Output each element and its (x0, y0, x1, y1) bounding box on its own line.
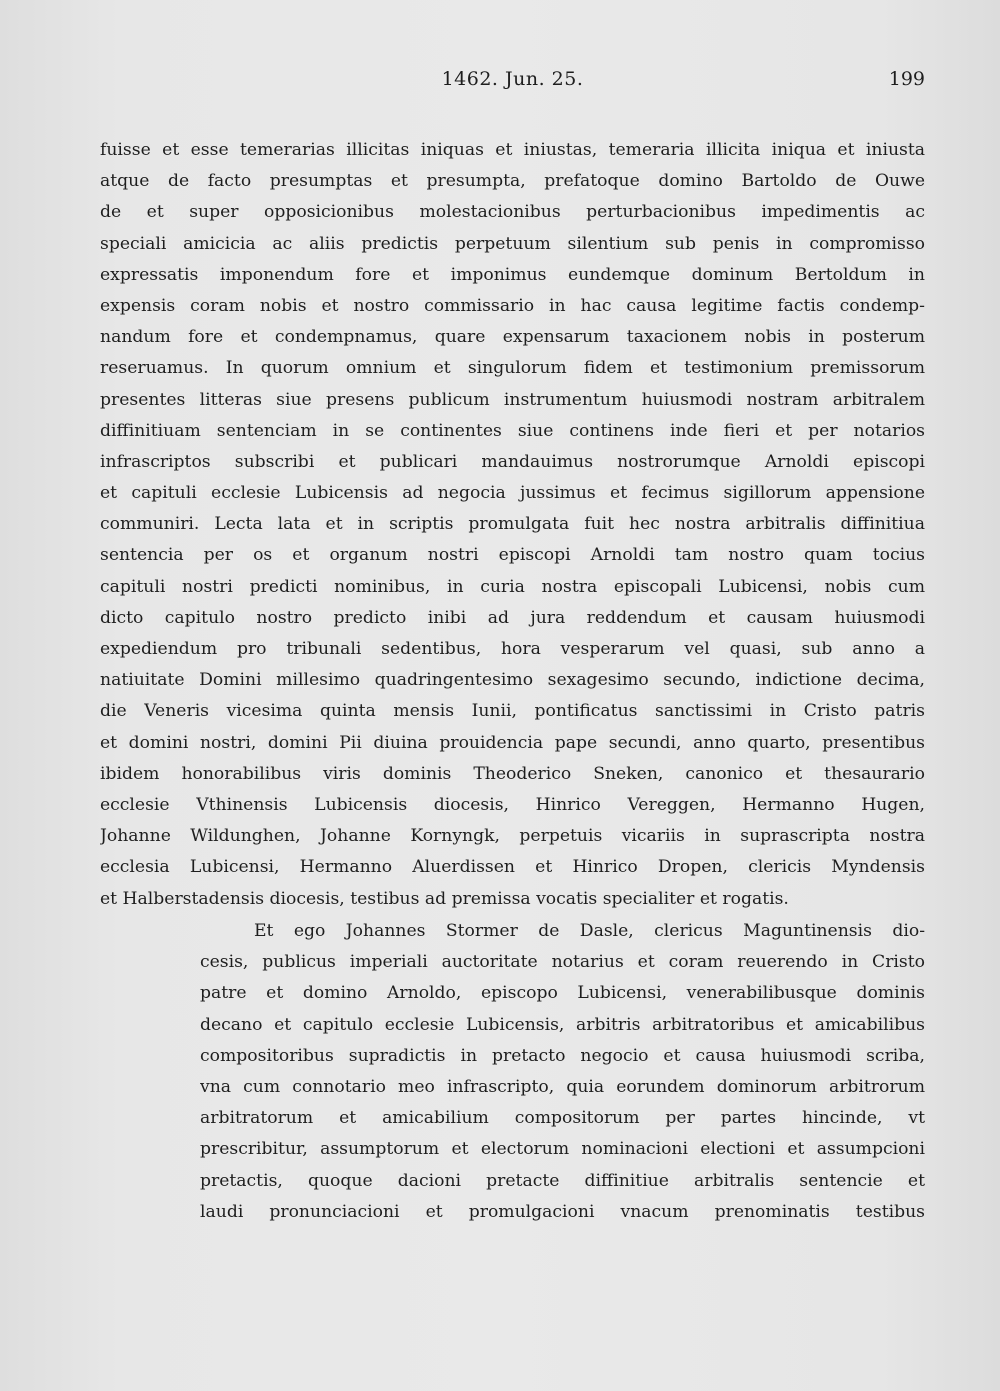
text-line: speciali amicicia ac aliis predictis perpetuum silentium sub penis in compromisso (100, 233, 925, 254)
text-line: diffinitiuam sentenciam in se continentes siue continens inde fieri et per notarios (100, 420, 925, 441)
text-line: expensis coram nobis et nostro commissario in hac causa legitime factis condemp- (100, 295, 925, 316)
text-line: presentes litteras siue presens publicum instrumentum huiusmodi nostram arbitralem (100, 389, 925, 410)
main-text-block (100, 135, 925, 915)
text-line: Et ego Johannes Stormer de Dasle, clericus Maguntinensis dio- (254, 921, 925, 941)
text-line: cesis, publicus imperiali auctoritate notarius et coram reuerendo in Cristo (200, 952, 925, 973)
text-line: de et super opposicionibus molestacionibus perturbacionibus impedimentis ac (100, 202, 925, 223)
text-line: ecclesia Lubicensi, Hermanno Aluerdissen et Hinrico Dropen, clericis Myndensis (100, 857, 925, 878)
page-number: 199 (888, 68, 925, 90)
text-line: ecclesie Vthinensis Lubicensis diocesis, Hinrico Vereggen, Hermanno Hugen, (100, 794, 925, 815)
text-line: atque de facto presumptas et presumpta, prefatoque domino Bartoldo de Ouwe (100, 171, 925, 192)
text-line: infrascriptos subscribi et publicari mandauimus nostrorumque Arnoldi episcopi (100, 451, 925, 472)
text-line: arbitratorum et amicabilium compositorum per partes hincinde, vt (200, 1108, 925, 1129)
running-head: 1462. Jun. 25. (441, 68, 584, 90)
text-line: et capituli ecclesie Lubicensis ad negocia jussimus et fecimus sigillorum appensione (100, 483, 925, 504)
text-line: et Halberstadensis diocesis, testibus ad premissa vocatis specialiter et rogatis. (100, 888, 789, 909)
text-line: natiuitate Domini millesimo quadringentesimo sexagesimo secundo, indictione decima, (100, 670, 925, 691)
text-line: sentencia per os et organum nostri episcopi Arnoldi tam nostro quam tocius (100, 545, 925, 566)
text-line: Johanne Wildunghen, Johanne Kornyngk, perpetuis vicariis in suprascripta nostra (100, 826, 925, 847)
text-line: nandum fore et condempnamus, quare expensarum taxacionem nobis in posterum (100, 327, 925, 348)
text-line: prescribitur, assumptorum et electorum nominacioni electioni et assumpcioni (200, 1139, 925, 1160)
text-line: pretactis, quoque dacioni pretacte diffinitiue arbitralis sentencie et (200, 1170, 925, 1191)
text-line: communiri. Lecta lata et in scriptis promulgata fuit hec nostra arbitralis diffinitiua (100, 514, 925, 535)
text-line: decano et capitulo ecclesie Lubicensis, arbitris arbitratoribus et amicabilibus (200, 1014, 925, 1035)
text-line: expressatis imponendum fore et imponimus eundemque dominum Bertoldum in (100, 264, 925, 285)
notary-attestation-block (200, 916, 925, 1228)
text-line: capituli nostri predicti nominibus, in curia nostra episcopali Lubicensi, nobis cum (100, 576, 925, 597)
text-line: vna cum connotario meo infrascripto, quia eorundem dominorum arbitrorum (200, 1076, 925, 1097)
text-line: patre et domino Arnoldo, episcopo Lubicensi, venerabilibusque dominis (200, 983, 925, 1004)
text-line: reseruamus. In quorum omnium et singulorum fidem et testimonium premissorum (100, 358, 925, 379)
text-line: expediendum pro tribunali sedentibus, hora vesperarum vel quasi, sub anno a (100, 639, 925, 659)
text-line: ibidem honorabilibus viris dominis Theoderico Sneken, canonico et thesaurario (100, 763, 925, 784)
text-line: die Veneris vicesima quinta mensis Iunii, pontificatus sanctissimi in Cristo patris (100, 701, 925, 722)
text-line: et domini nostri, domini Pii diuina prouidencia pape secundi, anno quarto, presentibus (100, 732, 925, 753)
text-line: dicto capitulo nostro predicto inibi ad jura reddendum et causam huiusmodi (100, 607, 925, 628)
text-line: fuisse et esse temerarias illicitas iniquas et iniustas, temeraria illicita iniqua et iniusta (100, 140, 925, 160)
text-line: compositoribus supradictis in pretacto negocio et causa huiusmodi scriba, (200, 1045, 925, 1066)
text-line: laudi pronunciacioni et promulgacioni vnacum prenominatis testibus (200, 1201, 925, 1222)
page-header (100, 68, 925, 96)
